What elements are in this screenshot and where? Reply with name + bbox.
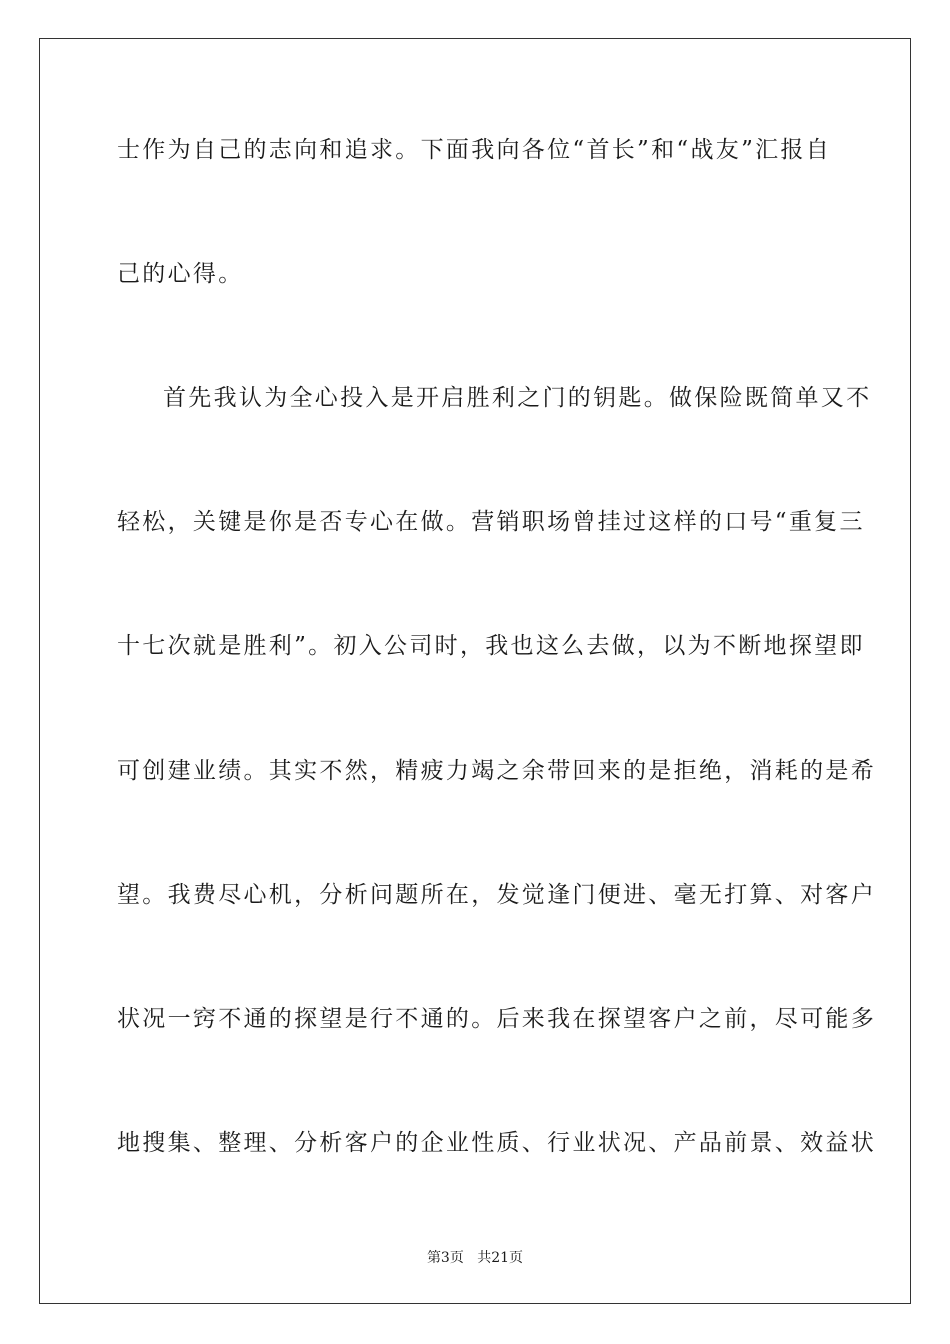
body-line-8: 状况一窍不通的探望是行不通的。后来我在探望客户之前，尽可能多 xyxy=(117,1006,876,1032)
body-line-6: 可创建业绩。其实不然，精疲力竭之余带回来的是拒绝，消耗的是希 xyxy=(117,758,876,784)
body-line-1: 士作为自己的志向和追求。下面我向各位“首长”和“战友”汇报自 xyxy=(117,137,832,163)
body-line-3: 首先我认为全心投入是开启胜利之门的钥匙。做保险既简单又不 xyxy=(163,385,872,411)
body-line-2: 己的心得。 xyxy=(117,261,244,287)
page-border xyxy=(39,38,911,1304)
body-line-9: 地搜集、整理、分析客户的企业性质、行业状况、产品前景、效益状 xyxy=(117,1130,876,1156)
body-line-7: 望。我费尽心机，分析问题所在，发觉逢门便进、毫无打算、对客户 xyxy=(117,882,876,908)
body-line-5: 十七次就是胜利”。初入公司时，我也这么去做，以为不断地探望即 xyxy=(117,633,865,659)
body-line-4: 轻松，关键是你是否专心在做。营销职场曾挂过这样的口号“重复三 xyxy=(117,509,865,535)
page-number: 第3页 xyxy=(426,1250,464,1266)
page-total: 共21页 xyxy=(477,1250,524,1266)
page-footer xyxy=(0,1246,950,1270)
